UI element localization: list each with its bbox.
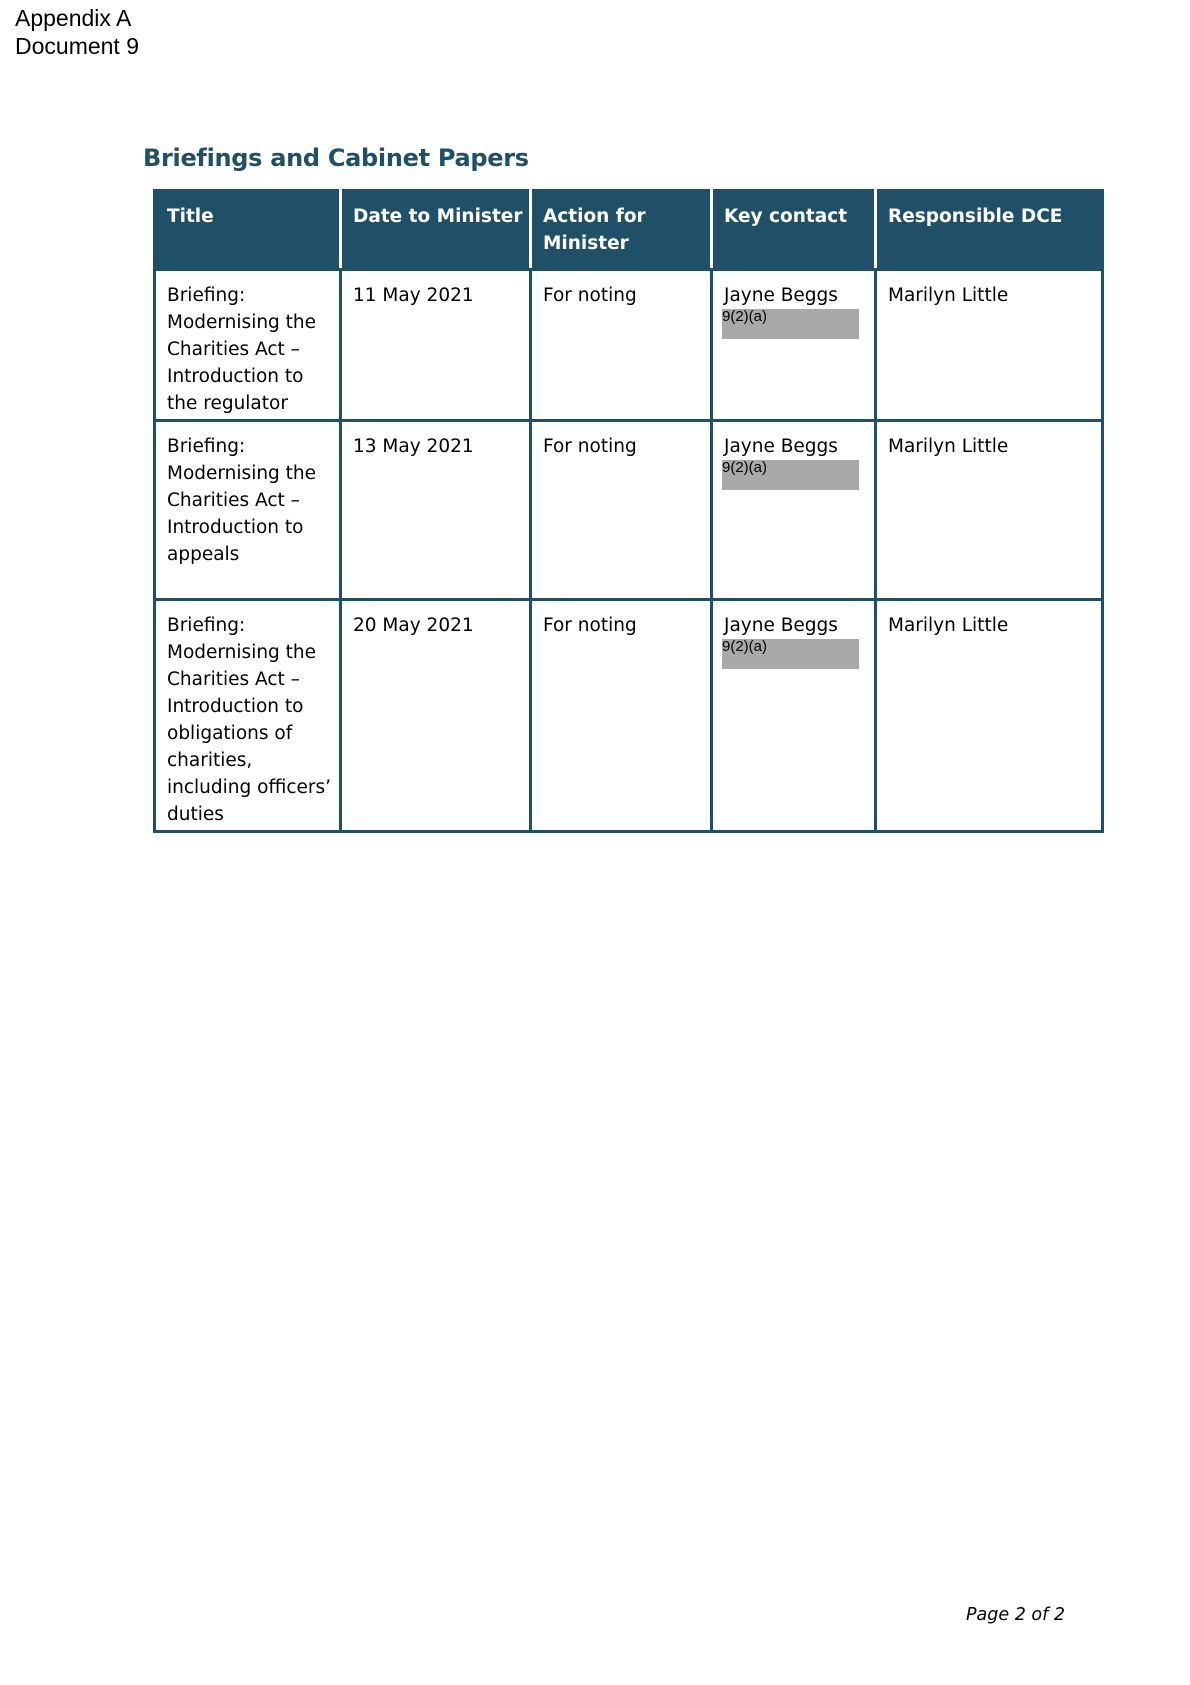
cell-contact: [712, 600, 876, 832]
table-row: [155, 421, 1103, 600]
cell-title: Briefing: Modernising the Charities Act – Introduction to obligations of charities, including officers’ duties: [155, 600, 341, 832]
column-header-dce: Responsible DCE: [876, 191, 1103, 270]
column-header-date: Date to Minister: [341, 191, 531, 270]
cell-dce: Marilyn Little: [876, 600, 1103, 832]
briefings-table: [153, 189, 1104, 833]
cell-date: 20 May 2021: [341, 600, 531, 832]
redaction-box: 9(2)(a): [722, 639, 859, 669]
contact-name: Jayne Beggs: [724, 615, 838, 636]
cell-action: For noting: [531, 421, 712, 600]
cell-contact: [712, 270, 876, 421]
page-number: Page 2 of 2: [966, 1605, 1065, 1625]
contact-name: Jayne Beggs: [724, 285, 838, 306]
cell-date: 13 May 2021: [341, 421, 531, 600]
cell-action: For noting: [531, 600, 712, 832]
table-row: [155, 270, 1103, 421]
document-reference: [15, 4, 139, 60]
redaction-box: 9(2)(a): [722, 460, 859, 490]
cell-dce: Marilyn Little: [876, 421, 1103, 600]
cell-dce: Marilyn Little: [876, 270, 1103, 421]
cell-date: 11 May 2021: [341, 270, 531, 421]
column-header-action: Action for Minister: [531, 191, 712, 270]
section-heading: Briefings and Cabinet Papers: [143, 144, 529, 172]
table-header-row: [155, 191, 1103, 270]
cell-title: Briefing: Modernising the Charities Act – Introduction to the regulator: [155, 270, 341, 421]
document-number: Document 9: [15, 33, 140, 59]
cell-action: For noting: [531, 270, 712, 421]
column-header-contact: Key contact: [712, 191, 876, 270]
cell-title: Briefing: Modernising the Charities Act – Introduction to appeals: [155, 421, 341, 600]
column-header-title: Title: [155, 191, 341, 270]
redaction-box: 9(2)(a): [722, 309, 859, 339]
briefings-table-container: [153, 189, 1101, 833]
cell-contact: [712, 421, 876, 600]
table-row: [155, 600, 1103, 832]
appendix-label: Appendix A: [15, 5, 132, 31]
contact-name: Jayne Beggs: [724, 436, 838, 457]
